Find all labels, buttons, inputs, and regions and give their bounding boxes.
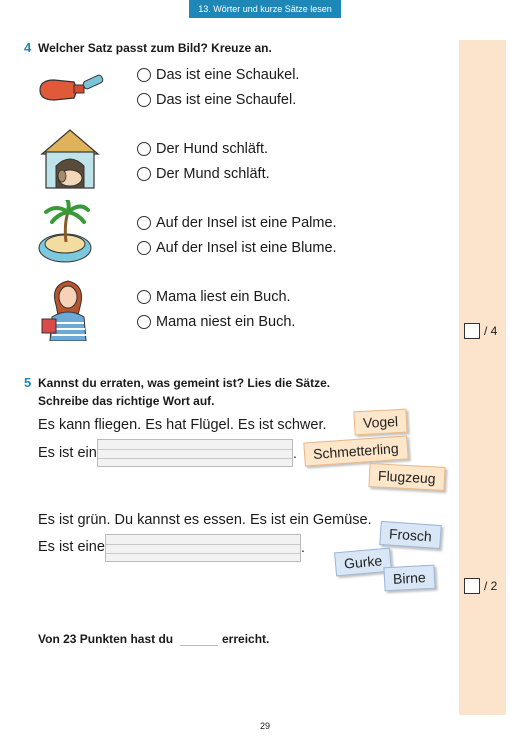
- riddle-1-sentence: Es kann fliegen. Es hat Flügel. Es ist schwer.: [38, 417, 327, 433]
- doghouse-picture: [38, 128, 102, 190]
- word-card-frosch[interactable]: Frosch: [379, 521, 441, 549]
- radio-circle[interactable]: [137, 216, 151, 230]
- radio-circle[interactable]: [137, 290, 151, 304]
- radio-circle[interactable]: [137, 93, 151, 107]
- option-4c-2[interactable]: Auf der Insel ist eine Blume.: [137, 240, 337, 256]
- shovel-picture: [36, 70, 106, 106]
- riddle-1-end: .: [293, 445, 297, 461]
- radio-circle[interactable]: [137, 68, 151, 82]
- task-4-instruction: Welcher Satz passt zum Bild? Kreuze an.: [38, 41, 272, 55]
- option-4c-1[interactable]: Auf der Insel ist eine Palme.: [137, 215, 337, 231]
- word-card-flugzeug[interactable]: Flugzeug: [368, 463, 445, 491]
- option-4a-2[interactable]: Das ist eine Schaufel.: [137, 92, 296, 108]
- option-4b-1[interactable]: Der Hund schläft.: [137, 141, 268, 157]
- task-5-instruction-line2: Schreibe das richtige Wort auf.: [38, 394, 215, 408]
- word-card-vogel[interactable]: Vogel: [353, 409, 407, 436]
- option-4a-1[interactable]: Das ist eine Schaukel.: [137, 67, 299, 83]
- radio-circle[interactable]: [137, 167, 151, 181]
- score-box-task-4[interactable]: [464, 323, 480, 339]
- word-card-gurke[interactable]: Gurke: [334, 548, 392, 577]
- radio-circle[interactable]: [137, 241, 151, 255]
- page-number: 29: [259, 721, 270, 731]
- mother-reading-picture: [40, 275, 96, 341]
- riddle-2-answer-field[interactable]: [105, 534, 301, 562]
- total-points-after: erreicht.: [222, 632, 270, 646]
- option-4d-2[interactable]: Mama niest ein Buch.: [137, 314, 295, 330]
- task-4-number: 4: [24, 40, 32, 55]
- score-label-task-4: / 4: [484, 324, 498, 338]
- palm-island-picture: [36, 200, 94, 264]
- option-4d-1[interactable]: Mama liest ein Buch.: [137, 289, 291, 305]
- score-column: [459, 40, 506, 715]
- score-label-task-5: / 2: [484, 579, 498, 593]
- radio-circle[interactable]: [137, 315, 151, 329]
- riddle-2-end: .: [301, 539, 305, 555]
- chapter-header: 13. Wörter und kurze Sätze lesen: [189, 0, 341, 18]
- word-card-birne[interactable]: Birne: [383, 565, 435, 592]
- score-box-task-5[interactable]: [464, 578, 480, 594]
- riddle-2-sentence: Es ist grün. Du kannst es essen. Es ist ein Gemüse.: [38, 512, 372, 528]
- word-card-schmetterling[interactable]: Schmetterling: [303, 435, 408, 466]
- total-points-blank[interactable]: [180, 633, 218, 646]
- radio-circle[interactable]: [137, 142, 151, 156]
- total-points-before: Von 23 Punkten hast du: [38, 632, 174, 646]
- task-5-instruction-line1: Kannst du erraten, was gemeint ist? Lies die Sätze.: [38, 376, 331, 390]
- task-5-number: 5: [24, 375, 32, 390]
- riddle-1-answer-field[interactable]: [97, 439, 293, 467]
- riddle-1-prompt: Es ist ein: [38, 445, 97, 461]
- option-4b-2[interactable]: Der Mund schläft.: [137, 166, 270, 182]
- riddle-2-prompt: Es ist eine: [38, 539, 105, 555]
